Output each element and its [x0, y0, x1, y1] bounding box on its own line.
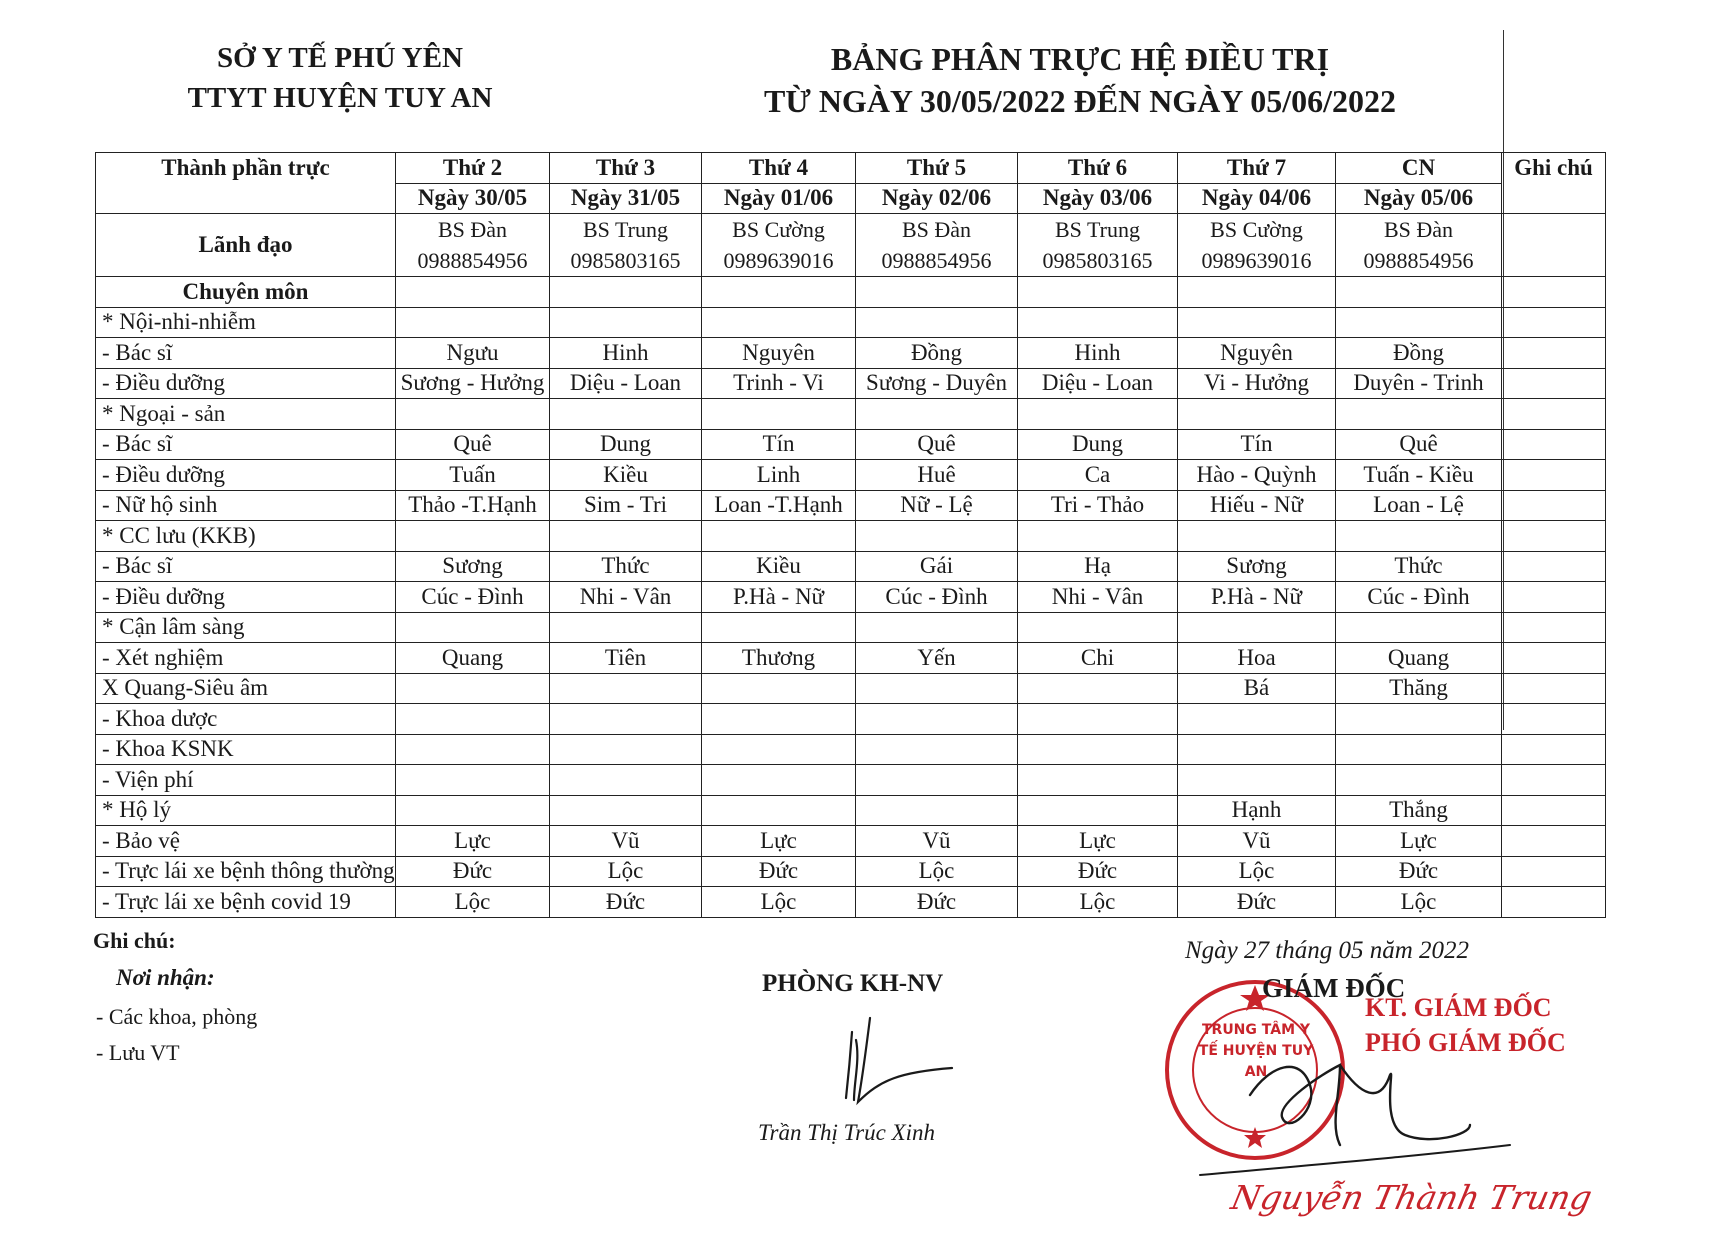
duty-cell [550, 704, 702, 735]
row-label: - Khoa KSNK [96, 734, 396, 765]
note-cell [1502, 214, 1606, 277]
duty-cell [856, 734, 1018, 765]
duty-cell [1018, 734, 1178, 765]
leader-phone: 0988854956 [881, 248, 992, 273]
schedule-row [96, 887, 1606, 918]
duty-cell [1336, 399, 1502, 430]
leader-phone: 0989639016 [1201, 248, 1312, 273]
row-label: - Trực lái xe bệnh covid 19 [96, 887, 396, 918]
duty-cell: Dung [550, 429, 702, 460]
duty-cell [702, 277, 856, 308]
duty-cell: Hiếu - Nữ [1178, 490, 1336, 521]
duty-cell: Hào - Quỳnh [1178, 460, 1336, 491]
row-label: * Cận lâm sàng [96, 612, 396, 643]
leader-phone: 0985803165 [1042, 248, 1153, 273]
leadership-cell [1178, 214, 1336, 277]
leader-name: BS Đàn [437, 217, 508, 242]
title-line-1: BẢNG PHÂN TRỰC HỆ ĐIỀU TRỊ [830, 41, 1330, 77]
duty-cell [1018, 399, 1178, 430]
duty-cell: Vũ [1178, 826, 1336, 857]
duty-cell [1336, 704, 1502, 735]
note-header: Ghi chú [1502, 153, 1606, 214]
duty-cell [1018, 765, 1178, 796]
note-cell [1502, 399, 1606, 430]
duty-cell [856, 521, 1018, 552]
duty-cell [1178, 307, 1336, 338]
duty-cell: Hạ [1018, 551, 1178, 582]
note-cell [1502, 490, 1606, 521]
leadership-cell [1018, 214, 1178, 277]
row-label: * Hộ lý [96, 795, 396, 826]
duty-cell: Đức [702, 856, 856, 887]
day-header: CN [1336, 153, 1502, 184]
schedule-row [96, 704, 1606, 735]
leadership-cell [550, 214, 702, 277]
director-title: GIÁM ĐỐC [1262, 973, 1406, 1003]
duty-cell [1018, 704, 1178, 735]
duty-cell [550, 734, 702, 765]
duty-cell: Quê [856, 429, 1018, 460]
duty-cell: Cúc - Đình [396, 582, 550, 613]
duty-cell: Lộc [1336, 887, 1502, 918]
duty-cell [550, 399, 702, 430]
duty-cell: Quang [1336, 643, 1502, 674]
duty-cell [702, 734, 856, 765]
duty-cell: Vũ [550, 826, 702, 857]
duty-cell: Đồng [856, 338, 1018, 369]
duty-cell: Tín [702, 429, 856, 460]
row-label: - Xét nghiệm [96, 643, 396, 674]
date-header: Ngày 31/05 [550, 183, 702, 214]
duty-cell: Thương [702, 643, 856, 674]
leader-phone: 0985803165 [570, 248, 681, 273]
duty-cell [1336, 277, 1502, 308]
note-cell [1502, 826, 1606, 857]
schedule-row [96, 368, 1606, 399]
corner-label: Thành phần trực [96, 153, 396, 214]
department-signer: Trần Thị Trúc Xinh [758, 1120, 936, 1145]
note-cell [1502, 277, 1606, 308]
duty-cell [396, 734, 550, 765]
leadership-cell [702, 214, 856, 277]
duty-cell: Quê [396, 429, 550, 460]
date-header: Ngày 01/06 [702, 183, 856, 214]
duty-cell [1336, 612, 1502, 643]
schedule-row [96, 399, 1606, 430]
duty-cell: Chi [1018, 643, 1178, 674]
duty-cell: Tuấn [396, 460, 550, 491]
duty-cell: Huê [856, 460, 1018, 491]
row-label: - Nữ hộ sinh [96, 490, 396, 521]
note-cell [1502, 368, 1606, 399]
schedule-row [96, 460, 1606, 491]
leader-phone: 0988854956 [1363, 248, 1474, 273]
row-label: - Điều dưỡng [96, 368, 396, 399]
schedule-row [96, 856, 1606, 887]
duty-cell: Đức [856, 887, 1018, 918]
duty-cell [550, 307, 702, 338]
org-line-1: SỞ Y TẾ PHÚ YÊN [216, 42, 463, 74]
duty-schedule-table [95, 152, 1606, 918]
duty-cell [702, 765, 856, 796]
duty-cell [856, 612, 1018, 643]
leader-phone: 0989639016 [723, 248, 834, 273]
duty-cell: Đức [1336, 856, 1502, 887]
duty-cell: Sương [1178, 551, 1336, 582]
duty-cell [550, 765, 702, 796]
schedule-row [96, 307, 1606, 338]
note-cell [1502, 338, 1606, 369]
day-header: Thứ 7 [1178, 153, 1336, 184]
duty-cell: Lộc [550, 856, 702, 887]
duty-cell: Sương [396, 551, 550, 582]
note-label: Ghi chú: [93, 928, 176, 953]
note-cell [1502, 429, 1606, 460]
org-line-2: TTYT HUYỆN TUY AN [187, 82, 493, 114]
duty-cell [702, 704, 856, 735]
recipients-label: Nơi nhận: [116, 965, 215, 990]
duty-cell [856, 704, 1018, 735]
duty-cell: Gái [856, 551, 1018, 582]
title-line-2: TỪ NGÀY 30/05/2022 ĐẾN NGÀY 05/06/2022 [764, 83, 1396, 119]
duty-cell: Hinh [550, 338, 702, 369]
duty-cell [702, 399, 856, 430]
schedule-row [96, 277, 1606, 308]
duty-cell [1018, 795, 1178, 826]
duty-cell: Dung [1018, 429, 1178, 460]
duty-cell [1018, 673, 1178, 704]
duty-cell [396, 765, 550, 796]
kt-line-2: PHÓ GIÁM ĐỐC [1365, 1028, 1566, 1057]
leadership-cell [396, 214, 550, 277]
duty-cell [396, 521, 550, 552]
schedule-row [96, 551, 1606, 582]
schedule-row [96, 795, 1606, 826]
leadership-label: Lãnh đạo [96, 214, 396, 277]
duty-cell: Hoa [1178, 643, 1336, 674]
duty-cell: Ngưu [396, 338, 550, 369]
note-cell [1502, 460, 1606, 491]
department-title: PHÒNG KH-NV [762, 970, 944, 997]
leadership-cell [856, 214, 1018, 277]
duty-cell: Vũ [856, 826, 1018, 857]
leader-name: BS Trung [582, 217, 668, 242]
duty-cell: Lộc [856, 856, 1018, 887]
duty-cell [396, 612, 550, 643]
duty-cell: Sương - Duyên [856, 368, 1018, 399]
duty-cell: Lực [1336, 826, 1502, 857]
leader-name: BS Đàn [1383, 217, 1454, 242]
duty-cell [1336, 734, 1502, 765]
duty-cell [550, 612, 702, 643]
duty-cell: Ca [1018, 460, 1178, 491]
duty-cell: P.Hà - Nữ [1178, 582, 1336, 613]
recipient-item: - Các khoa, phòng [96, 1004, 258, 1029]
duty-cell: Quê [1336, 429, 1502, 460]
day-header: Thứ 2 [396, 153, 550, 184]
duty-cell [856, 673, 1018, 704]
duty-cell: Tiên [550, 643, 702, 674]
day-header: Thứ 5 [856, 153, 1018, 184]
sign-date: Ngày 27 tháng 05 năm 2022 [1185, 937, 1470, 964]
note-cell [1502, 307, 1606, 338]
duty-cell [396, 307, 550, 338]
date-header: Ngày 30/05 [396, 183, 550, 214]
duty-cell [1018, 277, 1178, 308]
duty-cell [1336, 521, 1502, 552]
leader-name: BS Trung [1054, 217, 1140, 242]
day-header-row [96, 153, 1606, 184]
duty-cell: Lộc [1018, 887, 1178, 918]
duty-cell: Bá [1178, 673, 1336, 704]
duty-cell: Thắng [1336, 795, 1502, 826]
schedule-row [96, 521, 1606, 552]
schedule-row [96, 643, 1606, 674]
duty-cell [1018, 612, 1178, 643]
duty-cell [550, 521, 702, 552]
row-label: - Bác sĩ [96, 551, 396, 582]
duty-cell [396, 673, 550, 704]
row-label: - Trực lái xe bệnh thông thường [96, 856, 396, 887]
note-cell [1502, 734, 1606, 765]
duty-cell [1178, 765, 1336, 796]
duty-cell: Thăng [1336, 673, 1502, 704]
row-label: - Khoa dược [96, 704, 396, 735]
department-signature [840, 1010, 960, 1110]
row-label: - Bác sĩ [96, 429, 396, 460]
duty-cell [1018, 307, 1178, 338]
duty-cell: Thức [550, 551, 702, 582]
leader-phone: 0988854956 [417, 248, 528, 273]
duty-cell [396, 399, 550, 430]
duty-cell: Tín [1178, 429, 1336, 460]
leadership-cell [1336, 214, 1502, 277]
duty-cell [1336, 307, 1502, 338]
director-signature [1190, 1025, 1520, 1185]
note-cell [1502, 887, 1606, 918]
duty-cell [396, 795, 550, 826]
schedule-row [96, 429, 1606, 460]
row-label: Chuyên môn [96, 277, 396, 308]
duty-cell: P.Hà - Nữ [702, 582, 856, 613]
duty-cell: Trinh - Vi [702, 368, 856, 399]
duty-cell: Sim - Tri [550, 490, 702, 521]
duty-cell [550, 277, 702, 308]
row-label: X Quang-Siêu âm [96, 673, 396, 704]
duty-cell: Nhi - Vân [1018, 582, 1178, 613]
schedule-row [96, 338, 1606, 369]
duty-cell: Sương - Hưởng [396, 368, 550, 399]
day-header: Thứ 4 [702, 153, 856, 184]
duty-cell: Loan -T.Hạnh [702, 490, 856, 521]
duty-cell [856, 765, 1018, 796]
note-cell [1502, 704, 1606, 735]
day-header: Thứ 6 [1018, 153, 1178, 184]
row-label: * Nội-nhi-nhiễm [96, 307, 396, 338]
duty-cell: Nhi - Vân [550, 582, 702, 613]
duty-cell: Lộc [1178, 856, 1336, 887]
duty-cell: Linh [702, 460, 856, 491]
duty-cell [702, 521, 856, 552]
note-cell [1502, 612, 1606, 643]
note-cell [1502, 673, 1606, 704]
duty-cell: Cúc - Đình [856, 582, 1018, 613]
row-label: - Điều dưỡng [96, 582, 396, 613]
duty-cell [1178, 521, 1336, 552]
duty-cell: Quang [396, 643, 550, 674]
row-label: * CC lưu (KKB) [96, 521, 396, 552]
duty-cell: Vi - Hưởng [1178, 368, 1336, 399]
row-label: - Viện phí [96, 765, 396, 796]
date-header: Ngày 02/06 [856, 183, 1018, 214]
duty-cell [1178, 612, 1336, 643]
duty-cell: Nguyên [702, 338, 856, 369]
duty-cell: Kiều [550, 460, 702, 491]
note-cell [1502, 856, 1606, 887]
duty-cell [396, 277, 550, 308]
note-cell [1502, 765, 1606, 796]
leader-name: BS Cường [732, 217, 825, 242]
duty-cell [702, 673, 856, 704]
row-label: - Bác sĩ [96, 338, 396, 369]
note-cell [1502, 795, 1606, 826]
schedule-row [96, 490, 1606, 521]
duty-cell [1178, 399, 1336, 430]
duty-cell [856, 399, 1018, 430]
note-cell [1502, 521, 1606, 552]
duty-cell: Kiều [702, 551, 856, 582]
duty-cell [550, 673, 702, 704]
schedule-row [96, 582, 1606, 613]
day-header: Thứ 3 [550, 153, 702, 184]
duty-cell: Đồng [1336, 338, 1502, 369]
duty-cell: Hinh [1018, 338, 1178, 369]
duty-cell: Thức [1336, 551, 1502, 582]
leader-name: BS Đàn [901, 217, 972, 242]
duty-cell [1178, 704, 1336, 735]
note-cell [1502, 551, 1606, 582]
duty-cell: Tuấn - Kiều [1336, 460, 1502, 491]
duty-cell: Nữ - Lệ [856, 490, 1018, 521]
duty-cell: Lực [396, 826, 550, 857]
duty-cell [702, 307, 856, 338]
duty-cell: Lộc [396, 887, 550, 918]
duty-cell [550, 795, 702, 826]
note-cell [1502, 643, 1606, 674]
duty-cell [1336, 765, 1502, 796]
row-label: - Điều dưỡng [96, 460, 396, 491]
duty-cell: Nguyên [1178, 338, 1336, 369]
duty-cell [396, 704, 550, 735]
duty-cell: Lực [1018, 826, 1178, 857]
note-cell [1502, 582, 1606, 613]
duty-cell [1178, 277, 1336, 308]
leader-name: BS Cường [1210, 217, 1303, 242]
date-header: Ngày 05/06 [1336, 183, 1502, 214]
duty-cell: Đức [550, 887, 702, 918]
duty-cell: Lực [702, 826, 856, 857]
date-header: Ngày 04/06 [1178, 183, 1336, 214]
duty-cell: Yến [856, 643, 1018, 674]
leadership-row [96, 214, 1606, 277]
duty-cell [856, 277, 1018, 308]
issuing-organization [150, 38, 530, 118]
date-header: Ngày 03/06 [1018, 183, 1178, 214]
duty-cell: Duyên - Trinh [1336, 368, 1502, 399]
duty-cell: Tri - Thảo [1018, 490, 1178, 521]
recipient-item: - Lưu VT [96, 1040, 180, 1065]
duty-cell: Thảo -T.Hạnh [396, 490, 550, 521]
schedule-row [96, 826, 1606, 857]
duty-cell: Hạnh [1178, 795, 1336, 826]
duty-cell: Lộc [702, 887, 856, 918]
duty-cell: Loan - Lệ [1336, 490, 1502, 521]
schedule-row [96, 765, 1606, 796]
kt-line-1: KT. GIÁM ĐỐC [1365, 993, 1552, 1022]
duty-cell: Diệu - Loan [550, 368, 702, 399]
document-title [700, 38, 1460, 122]
duty-cell [702, 795, 856, 826]
row-label: * Ngoại - sản [96, 399, 396, 430]
duty-cell: Cúc - Đình [1336, 582, 1502, 613]
duty-cell: Diệu - Loan [1018, 368, 1178, 399]
duty-cell [1018, 521, 1178, 552]
duty-cell [702, 612, 856, 643]
row-label: - Bảo vệ [96, 826, 396, 857]
duty-cell [856, 307, 1018, 338]
duty-cell [1178, 734, 1336, 765]
duty-cell: Đức [396, 856, 550, 887]
director-signer: Nguyễn Thành Trung [1227, 1178, 1596, 1217]
stamp-text: TRUNG TÂM Y TẾ HUYỆN TUY AN [1198, 1022, 1314, 1080]
duty-cell: Đức [1178, 887, 1336, 918]
schedule-row [96, 734, 1606, 765]
schedule-row [96, 612, 1606, 643]
duty-cell [856, 795, 1018, 826]
duty-cell: Đức [1018, 856, 1178, 887]
schedule-row [96, 673, 1606, 704]
